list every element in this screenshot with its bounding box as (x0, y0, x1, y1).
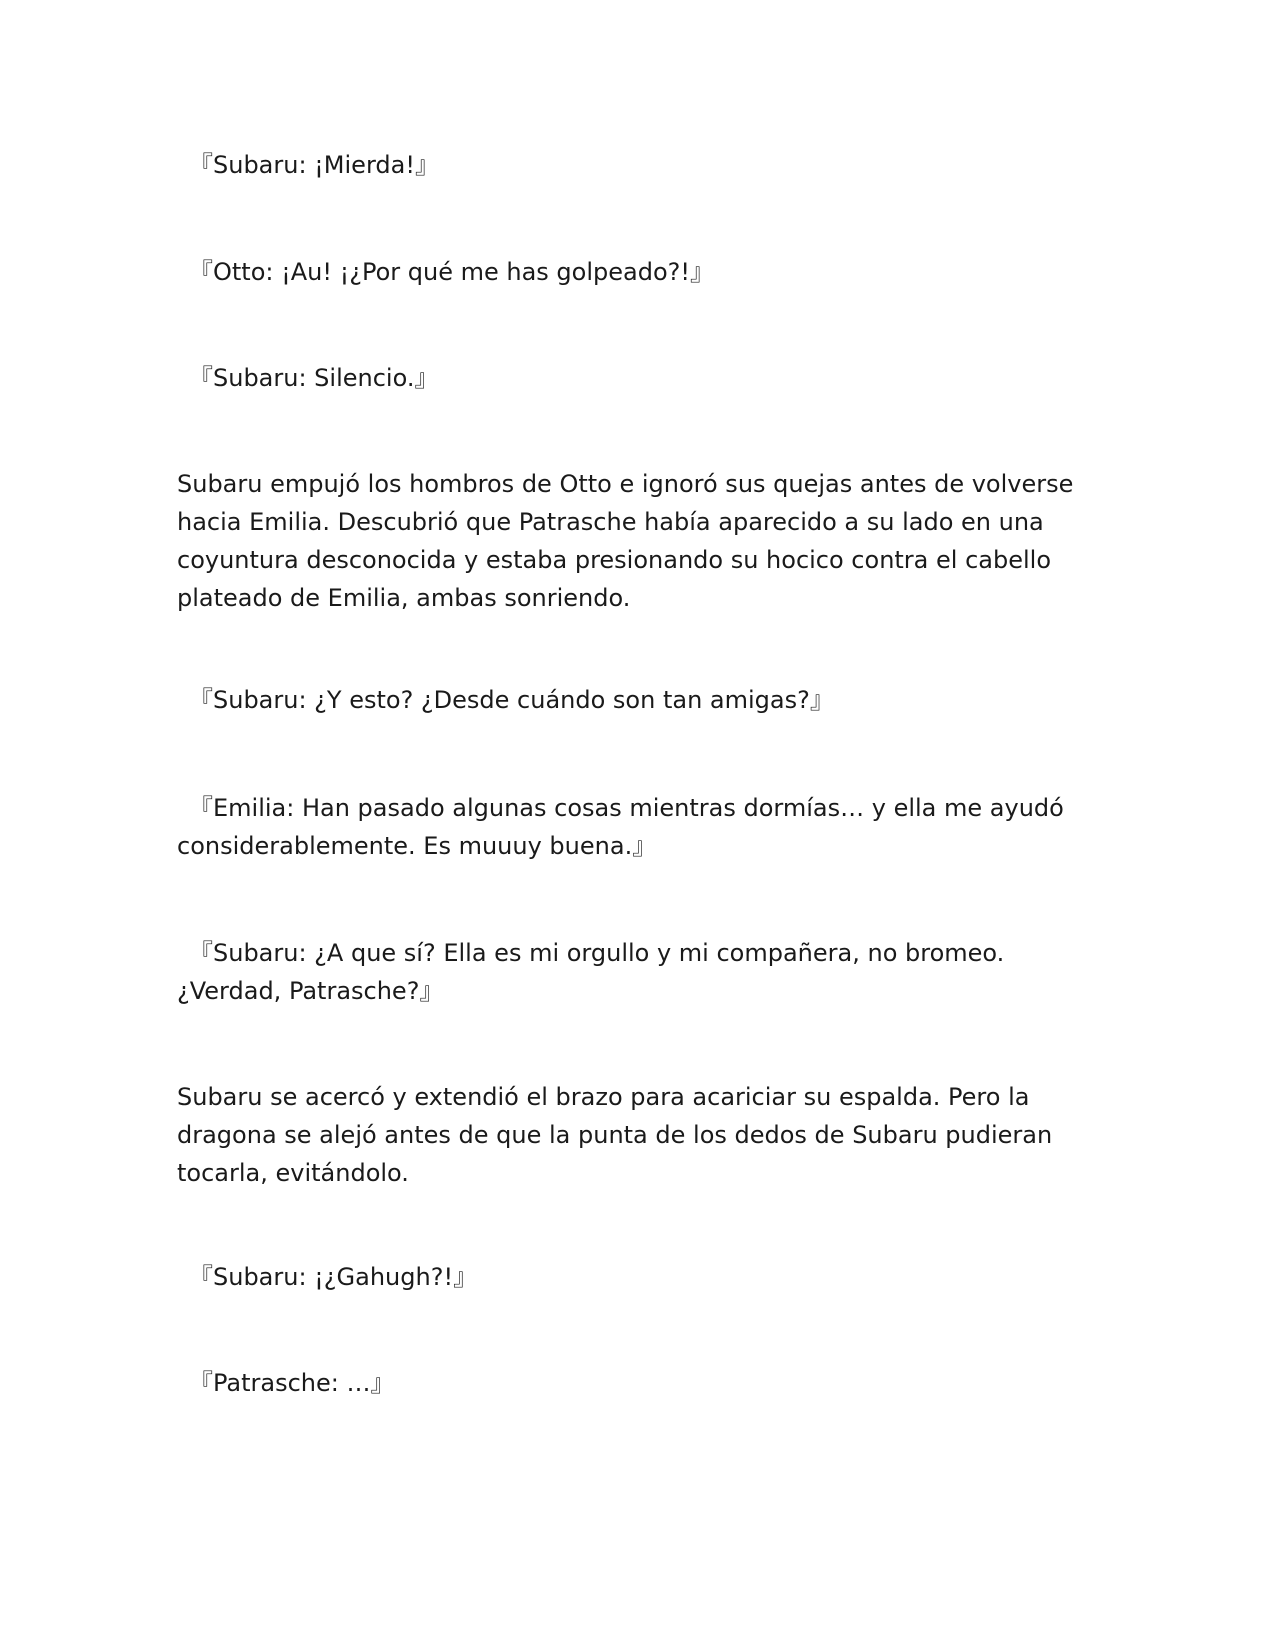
dialogue-line: 『Subaru: ¿Y esto? ¿Desde cuándo son tan amigas?』 (189, 686, 834, 714)
dialogue-line: 『Patrasche: …』 (189, 1369, 395, 1397)
dialogue-line: 『Subaru: ¿A que sí? Ella es mi orgullo y mi compañera, no bromeo. ¿Verdad, Patrasche?』 (177, 939, 1005, 1005)
narration-paragraph: Subaru empujó los hombros de Otto e ignoró sus quejas antes de volverse hacia Emilia. Descubrió que Patrasche había aparecido a su lado en una coyuntura desconocida y estaba presionando su hocico contra el cabello plateado de Emilia, ambas sonriendo. (177, 470, 1074, 612)
dialogue-line: 『Otto: ¡Au! ¡¿Por qué me has golpeado?!』 (189, 258, 714, 286)
dialogue-line: 『Emilia: Han pasado algunas cosas mientras dormías… y ella me ayudó considerablemente. Es muuuy buena.』 (177, 794, 1064, 860)
dialogue-line: 『Subaru: Silencio.』 (189, 364, 439, 392)
dialogue-line: 『Subaru: ¡¿Gahugh?!』 (189, 1263, 478, 1291)
narration-paragraph: Subaru se acercó y extendió el brazo para acariciar su espalda. Pero la dragona se alejó antes de que la punta de los dedos de Subaru pudieran tocarla, evitándolo. (177, 1083, 1053, 1187)
dialogue-line: 『Subaru: ¡Mierda!』 (189, 151, 439, 179)
